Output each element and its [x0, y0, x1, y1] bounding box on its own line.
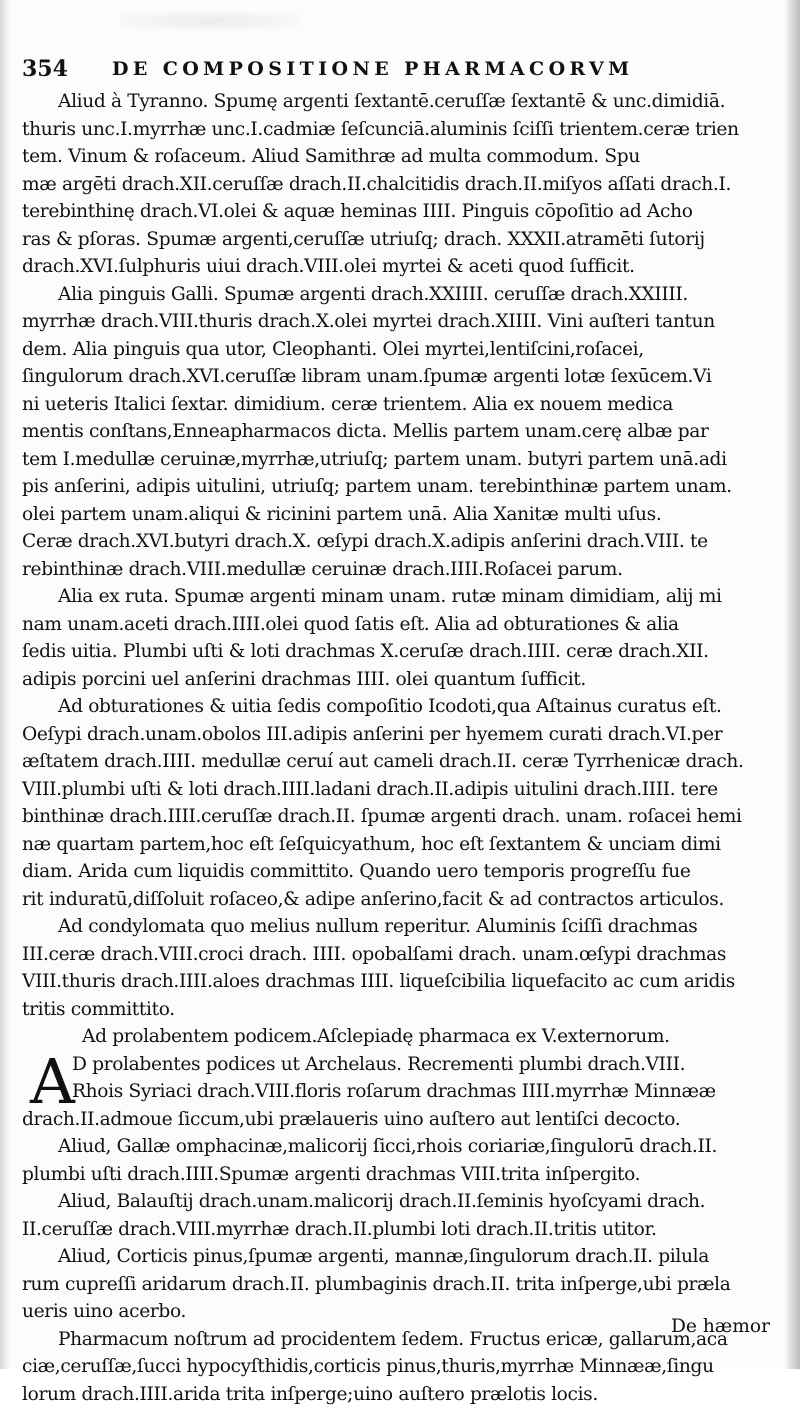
text-line: nam unam.aceti drach.IIII.olei quod ſatis eſt. Alia ad obturationes & alia — [22, 611, 774, 639]
text-line: Pharmacum noſtrum ad procidentem ſedem. Fructus ericæ, gallarum,aca — [22, 1326, 774, 1354]
text-line: ſedis uitia. Plumbi uſti & loti drachmas X.ceruſæ drach.IIII. ceræ drach.XII. — [22, 638, 774, 666]
text-line: drach.II.admoue ſiccum,ubi prælaueris uino auſtero aut lentiſci decocto. — [22, 1106, 774, 1134]
text-line: Aliud, Corticis pinus,ſpumæ argenti, mannæ,ſingulorum drach.II. pilula — [22, 1243, 774, 1271]
text-line: rebinthinæ drach.VIII.medullæ ceruinæ drach.IIII.Roſacei parum. — [22, 556, 774, 584]
text-line: Aliud, Gallæ omphacinæ,malicorij ſicci,rhois coriariæ,ſingulorū drach.II. — [22, 1133, 774, 1161]
running-head — [22, 52, 782, 86]
text-line: Ceræ drach.XVI.butyri drach.X. œſypi drach.X.adipis anſerini drach.VIII. te — [22, 528, 774, 556]
text-line: Alia pinguis Galli. Spumæ argenti drach.XXIIII. ceruſſæ drach.XXIIII. — [22, 281, 774, 309]
text-line: ueris uino acerbo. — [22, 1298, 774, 1326]
text-line: rit induratū,diſſoluit roſaceo,& adipe anſerino,facit & ad contractos articulos. — [22, 886, 774, 914]
page-number: 354 — [22, 56, 68, 82]
body-text — [22, 88, 774, 1408]
text-line: Ad obturationes & uitia ſedis compoſitio Icodoti,qua Aſtainus curatus eſt. — [22, 693, 774, 721]
page-gutter-shadow — [0, 0, 10, 1369]
text-line: III.ceræ drach.VIII.croci drach. IIII. opobalſami drach. unam.œſypi drachmas — [22, 941, 774, 969]
text-line: VIII.thuris drach.IIII.aloes drachmas IIII. liqueſcibilia liquefacito ac cum aridis — [22, 968, 774, 996]
text-line: ni ueteris Italici ſextar. dimidium. ceræ trientem. Alia ex nouem medica — [22, 391, 774, 419]
text-line: ſingulorum drach.XVI.ceruſſæ libram unam.ſpumæ argenti lotæ ſexūcem.Vi — [22, 363, 774, 391]
page-edge-shadow — [784, 0, 800, 1369]
text-line: Aliud à Tyranno. Spumę argenti ſextantē.ceruſſæ ſextantē & unc.dimidiā. — [22, 88, 774, 116]
text-line: ciæ,ceruſſæ,ſucci hypocyſthidis,corticis pinus,thuris,myrrhæ Minnææ,ſingu — [22, 1353, 774, 1381]
text-line: Aliud, Balauſtij drach.unam.malicorij drach.II.ſeminis hyoſcyami drach. — [22, 1188, 774, 1216]
text-line: Oeſypi drach.unam.obolos III.adipis anſerini per hyemem curati drach.VI.per — [22, 721, 774, 749]
text-line: æſtatem drach.IIII. medullæ ceruí aut cameli drach.II. ceræ Tyrrhenicæ drach. — [22, 748, 774, 776]
text-line: tem. Vinum & roſaceum. Aliud Samithræ ad multa commodum. Spu — [22, 143, 774, 171]
text-line: tem I.medullæ ceruinæ,myrrhæ,utriuſq; partem unam. butyri partem unā.adi — [22, 446, 774, 474]
text-line: lorum drach.IIII.arida trita inſperge;uino auſtero prælotis locis. — [22, 1381, 774, 1408]
text-line: diam. Arida cum liquidis committito. Quando uero temporis progreſſu fue — [22, 858, 774, 886]
text-line: dem. Alia pinguis qua utor, Cleophanti. Olei myrtei,lentiſcini,roſacei, — [22, 336, 774, 364]
section-heading: Ad prolabentem podicem.Aſclepiadę pharmaca ex V.externorum. — [22, 1023, 774, 1051]
text-line: rum cupreſſi aridarum drach.II. plumbaginis drach.II. trita inſperge,ubi præla — [22, 1271, 774, 1299]
text-line: II.ceruſſæ drach.VIII.myrrhæ drach.II.plumbi loti drach.II.tritis utitor. — [22, 1216, 774, 1244]
text-line: ras & pſoras. Spumæ argenti,ceruſſæ utriuſq; drach. XXXII.atramēti ſutorij — [22, 226, 774, 254]
text-line: olei partem unam.aliqui & ricinini partem unā. Alia Xanitæ multi uſus. — [22, 501, 774, 529]
text-line: thuris unc.I.myrrhæ unc.I.cadmiæ ſeſcunciā.aluminis ſciſſi trientem.ceræ trien — [22, 116, 774, 144]
dropcap-letter: A — [30, 1053, 75, 1111]
text-line: mæ argēti drach.XII.ceruſſæ drach.II.chalcitidis drach.II.miſyos aſſati drach.I. — [22, 171, 774, 199]
text-line: plumbi uſti drach.IIII.Spumæ argenti drachmas VIII.trita inſpergito. — [22, 1161, 774, 1189]
text-line: tritis committito. — [22, 996, 774, 1024]
paper-smudge — [120, 12, 300, 30]
text-line: myrrhæ drach.VIII.thuris drach.X.olei myrtei drach.XIIII. Vini auſteri tantun — [22, 308, 774, 336]
text-line: D prolabentes podices ut Archelaus. Recrementi plumbi drach.VIII. — [22, 1051, 774, 1079]
text-line: næ quartam partem,hoc eſt ſeſquicyathum, hoc eſt ſextantem & unciam dimi — [22, 831, 774, 859]
text-line: Rhois Syriaci drach.VIII.floris roſarum drachmas IIII.myrrhæ Minnææ — [22, 1078, 774, 1106]
text-line: mentis conſtans,Enneapharmacos dicta. Mellis partem unam.cerę albæ par — [22, 418, 774, 446]
dropcap-paragraph — [22, 1051, 774, 1106]
text-line: pis anſerini, adipis uitulini, utriuſq; partem unam. terebinthinæ partem unam. — [22, 473, 774, 501]
text-line: drach.XVI.ſulphuris uiui drach.VIII.olei myrtei & aceti quod ſufficit. — [22, 253, 774, 281]
catchword: De hæmor — [671, 1316, 770, 1337]
text-line: Alia ex ruta. Spumæ argenti minam unam. rutæ minam dimidiam, alij mi — [22, 583, 774, 611]
text-line: adipis porcini uel anſerini drachmas IIII. olei quantum ſufficit. — [22, 666, 774, 694]
text-line: binthinæ drach.IIII.ceruſſæ drach.II. ſpumæ argenti drach. unam. roſacei hemi — [22, 803, 774, 831]
text-line: terebinthinę drach.VI.olei & aquæ heminas IIII. Pinguis cōpoſitio ad Acho — [22, 198, 774, 226]
text-line: Ad condylomata quo melius nullum reperitur. Aluminis ſciſſi drachmas — [22, 913, 774, 941]
running-title: DE COMPOSITIONE PHARMACORVM — [112, 58, 634, 80]
text-line: VIII.plumbi uſti & loti drach.IIII.ladani drach.II.adipis uitulini drach.IIII. tere — [22, 776, 774, 804]
